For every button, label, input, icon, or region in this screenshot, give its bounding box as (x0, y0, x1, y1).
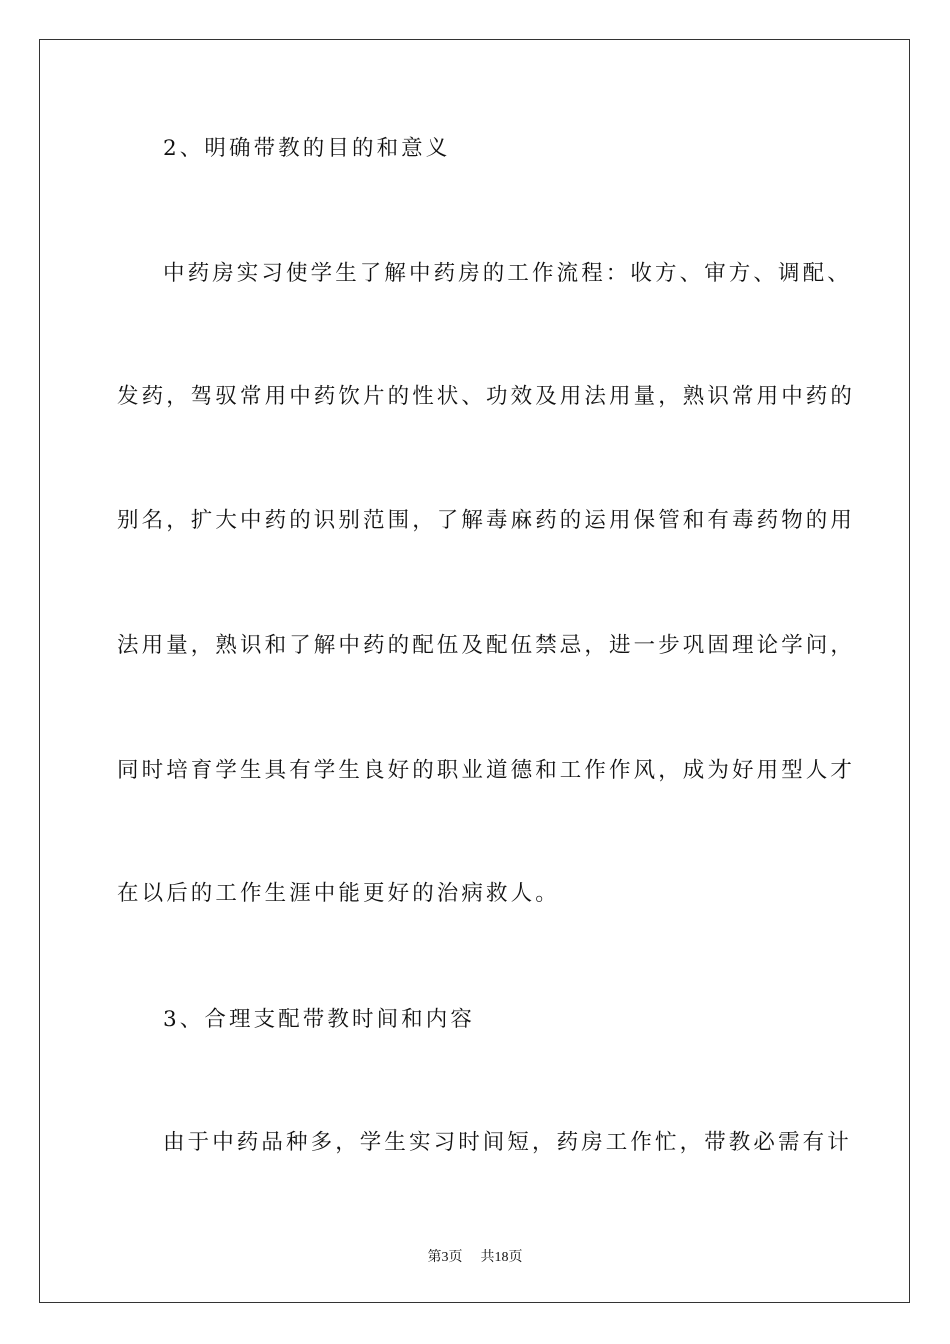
paragraph-line: 别名，扩大中药的识别范围，了解毒麻药的运用保管和有毒药物的用 (117, 508, 856, 533)
paragraph-line: 中药房实习使学生了解中药房的工作流程：收方、审方、调配、 (163, 261, 852, 286)
paragraph-line: 由于中药品种多，学生实习时间短，药房工作忙，带教必需有计 (163, 1130, 852, 1155)
paragraph-line: 发药，驾驭常用中药饮片的性状、功效及用法用量，熟识常用中药的 (117, 384, 856, 409)
page-border (39, 39, 910, 1303)
paragraph-line: 法用量，熟识和了解中药的配伍及配伍禁忌，进一步巩固理论学问， (117, 633, 856, 658)
paragraph-line: 同时培育学生具有学生良好的职业道德和工作作风，成为好用型人才 (117, 758, 856, 783)
page-number: 第3页 (427, 1250, 463, 1265)
paragraph-line: 在以后的工作生涯中能更好的治病救人。 (117, 881, 560, 906)
section-heading-3: 3、合理支配带教时间和内容 (163, 1007, 475, 1032)
page-footer (0, 1246, 950, 1266)
page-total: 共18页 (480, 1250, 523, 1265)
section-heading-2: 2、明确带教的目的和意义 (163, 136, 451, 161)
